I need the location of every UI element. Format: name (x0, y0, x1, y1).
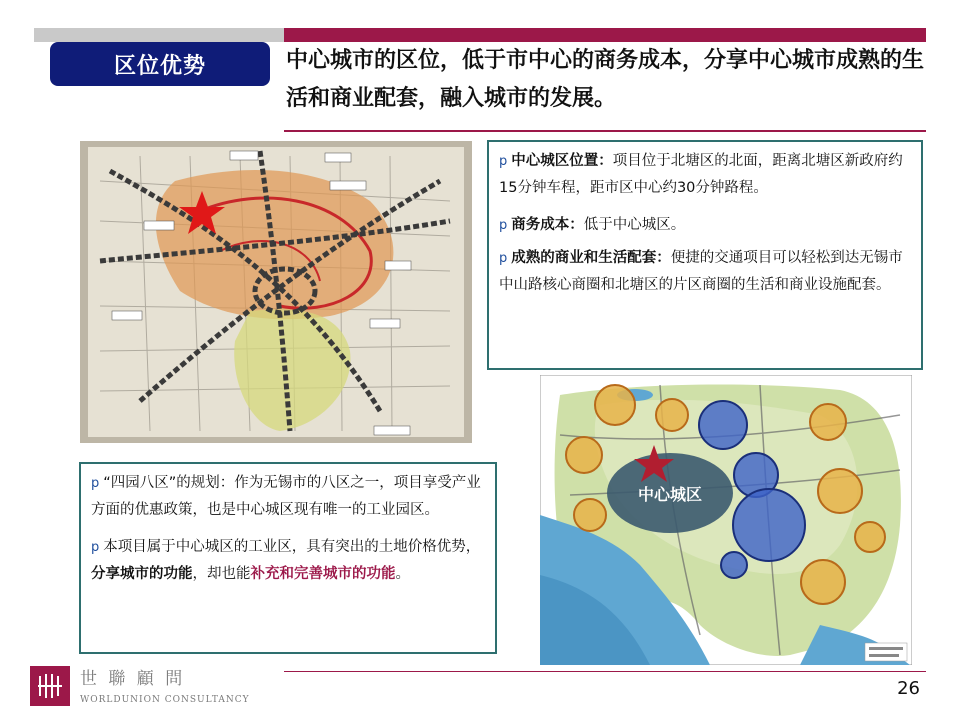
bullet-marker: p (499, 218, 508, 233)
city-plan-map-image (80, 141, 472, 443)
advantage-item (499, 212, 913, 239)
header-bar-red (284, 28, 926, 42)
logo-chinese-text: 世 聯 顧 問 (80, 669, 186, 689)
end-text: 。 (395, 566, 410, 582)
headline-divider (284, 130, 926, 132)
bullet-marker: p (499, 251, 508, 266)
footer-divider (284, 671, 926, 672)
bullet-marker: p (91, 540, 100, 555)
location-advantages-box (487, 140, 923, 370)
advantage-title: 中心城区位置： (511, 153, 613, 169)
advantage-text: 项目位于北塘区的北面，距离北塘区新政府约15分钟车程，距市区中心约30分钟路程。 (499, 153, 903, 196)
land-price-text: 本项目属于中心城区的工业区，具有突出的土地价格优势， (103, 539, 481, 555)
share-function-text: 分享城市的功能 (91, 566, 193, 582)
advantage-title: 商务成本： (511, 217, 584, 233)
bullet-marker: p (499, 154, 508, 169)
advantage-text: 低于中心城区。 (583, 217, 686, 233)
section-tag (50, 42, 270, 86)
advantage-item (499, 245, 913, 299)
header-bar-grey (34, 28, 284, 42)
district-zones-map-image (540, 375, 912, 665)
central-district-label: 中心城区 (637, 485, 703, 504)
complement-function-text: 补充和完善城市的功能 (250, 566, 396, 582)
worldunion-logo (30, 664, 290, 708)
logo-english-text: WORLDUNION CONSULTANCY (80, 695, 250, 705)
park-policy-box (79, 462, 497, 654)
land-price-paragraph (91, 534, 487, 588)
connector-text: ，却也能 (192, 566, 251, 582)
section-tag-label: 区位优势 (113, 53, 206, 79)
page-headline: 中心城市的区位，低于市中心的商务成本，分享中心城市成熟的生活和商业配套，融入城市的发展。 (286, 48, 925, 111)
advantage-title: 成熟的商业和生活配套： (511, 250, 671, 266)
policy-paragraph (91, 470, 487, 524)
advantage-item (499, 148, 913, 202)
advantage-text: 便捷的交通项目可以轻松到达无锡市中山路核心商圈和北塘区的片区商圈的生活和商业设施配套。 (499, 250, 903, 293)
policy-text: “四园八区”的规划：作为无锡市的八区之一，项目享受产业方面的优惠政策，也是中心城区现有唯一的工业园区。 (91, 475, 481, 518)
page-number: 26 (897, 678, 920, 699)
bullet-marker: p (91, 476, 100, 491)
